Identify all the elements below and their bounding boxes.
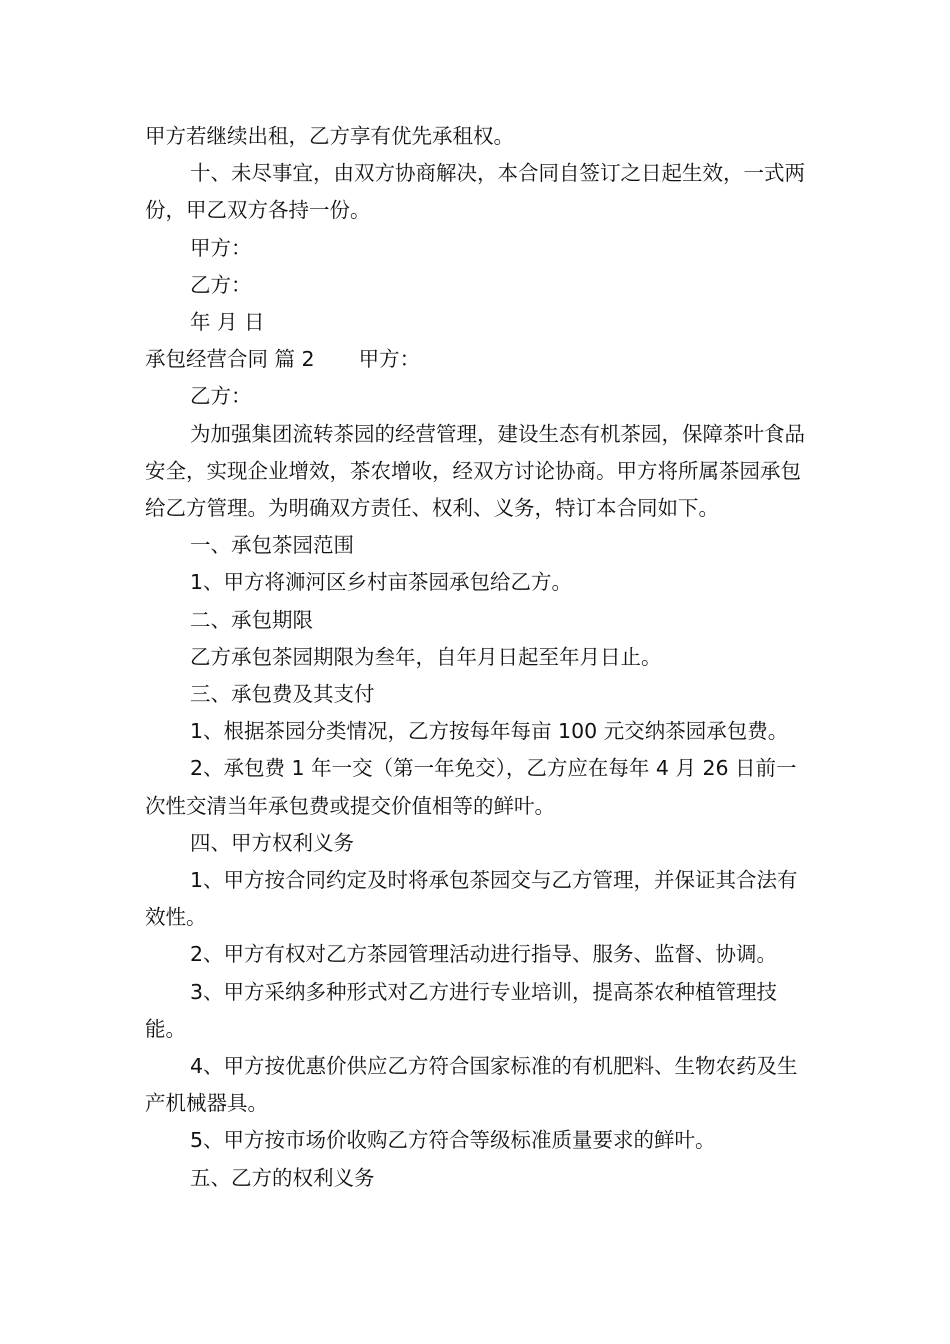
signature-party-b: 乙方： [190, 272, 252, 297]
clause-party-a-5: 5、甲方按市场价收购乙方符合等级标准质量要求的鲜叶。 [190, 1128, 716, 1153]
section-heading-party-b-rights: 五、乙方的权利义务 [190, 1165, 375, 1190]
document-body [145, 118, 815, 1197]
clause-party-a-4: 4、甲方按优惠价供应乙方符合国家标准的有机肥料、生物农药及生产机械器具。 [145, 1054, 798, 1116]
contract-2-party-b: 乙方： [190, 384, 252, 409]
paragraph-renewal-priority: 甲方若继续出租，乙方享有优先承租权。 [145, 124, 514, 148]
paragraph-article-ten: 十、未尽事宜，由双方协商解决，本合同自签订之日起生效，一式两份，甲乙双方各持一份。 [145, 161, 805, 223]
clause-fees-2: 2、承包费 1 年一交（第一年免交），乙方应在每年 4 月 26 日前一次性交清当年承包费或提交价值相等的鲜叶。 [145, 756, 797, 818]
clause-party-a-3: 3、甲方采纳多种形式对乙方进行专业培训，提高茶农种植管理技能。 [145, 979, 778, 1041]
section-heading-term: 二、承包期限 [190, 607, 313, 632]
clause-term: 乙方承包茶园期限为叁年，自年月日起至年月日止。 [190, 644, 662, 669]
contract-2-title: 承包经营合同 篇 2 [145, 347, 315, 372]
clause-party-a-2: 2、甲方有权对乙方茶园管理活动进行指导、服务、监督、协调。 [190, 942, 778, 967]
clause-scope-1: 1、甲方将浉河区乡村亩茶园承包给乙方。 [190, 570, 573, 595]
section-heading-party-a-rights: 四、甲方权利义务 [190, 830, 354, 855]
signature-date: 年 月 日 [190, 310, 265, 335]
paragraph-preamble: 为加强集团流转茶园的经营管理，建设生态有机茶园，保障茶叶食品安全，实现企业增效，茶农增收，经双方讨论协商。甲方将所属茶园承包给乙方管理。为明确双方责任、权利、义务，特订本合同如下。 [145, 421, 805, 521]
clause-fees-1: 1、根据茶园分类情况，乙方按每年每亩 100 元交纳茶园承包费。 [190, 719, 789, 744]
section-heading-fees: 三、承包费及其支付 [190, 682, 375, 707]
signature-party-a: 甲方： [190, 235, 252, 260]
section-heading-scope: 一、承包茶园范围 [190, 533, 354, 558]
clause-party-a-1: 1、甲方按合同约定及时将承包茶园交与乙方管理，并保证其合法有效性。 [145, 868, 798, 930]
contract-2-heading [145, 341, 815, 378]
contract-2-party-a: 甲方： [358, 347, 421, 372]
